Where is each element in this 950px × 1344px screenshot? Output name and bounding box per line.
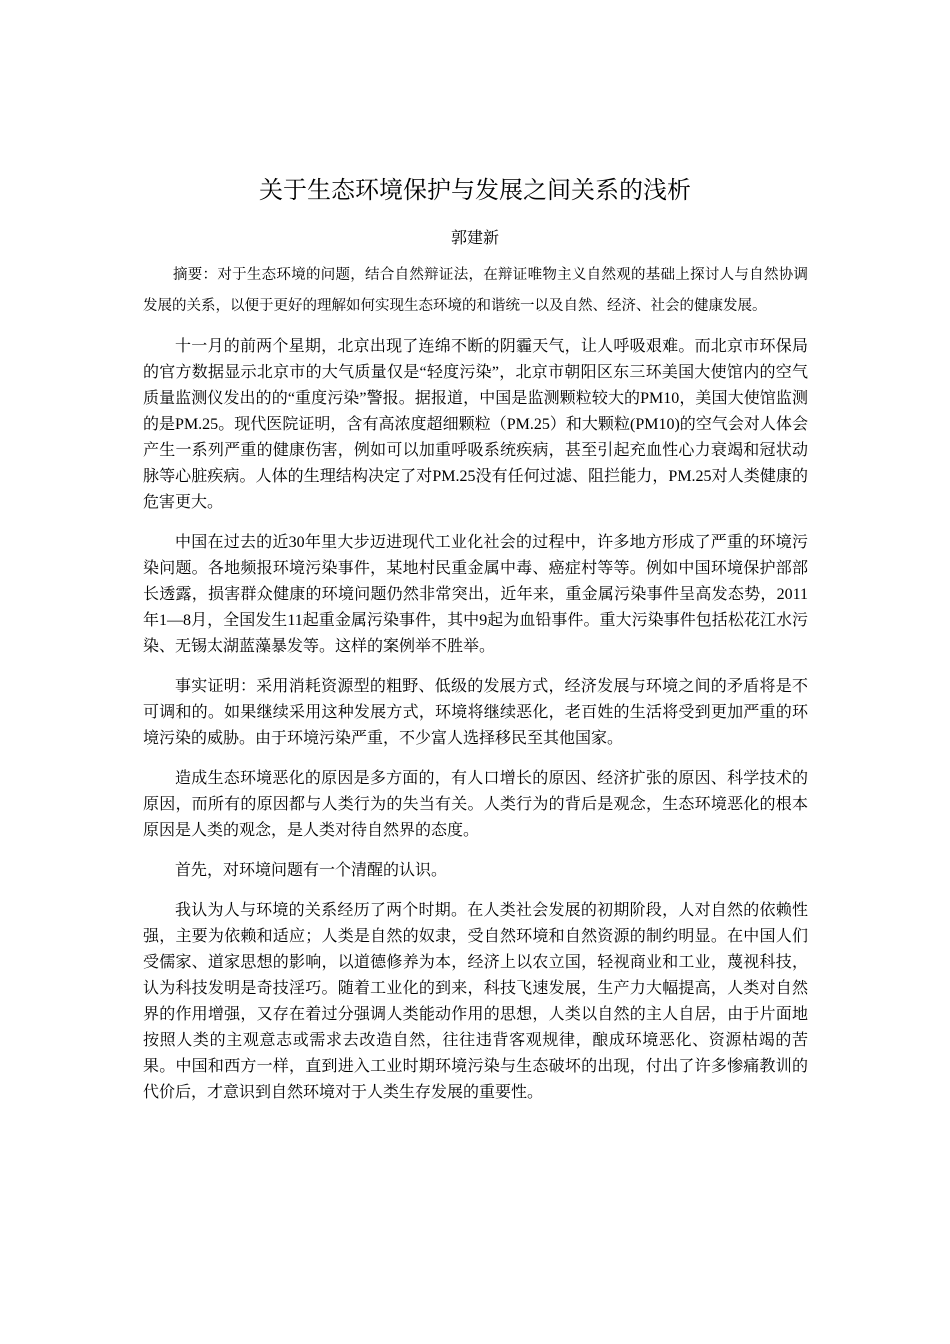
paragraph-5: 首先，对环境问题有一个清醒的认识。: [175, 862, 448, 879]
paragraph-6: 我认为人与环境的关系经历了两个时期。在人类社会发展的初期阶段，人对自然的依赖性强，主要为依赖和适应；人类是自然的奴隶，受自然环境和自然资源的制约明显。在中国人们受儒家、道家思想的影响，以道德修养为本，经济上以农立国，轻视商业和工业，蔑视科技，认为科技发明是奇技淫巧。随着工业化的到来，科技飞速发展，生产力大幅提高，人类对自然界的作用增强，又存在着过分强调人类能动作用的思想，人类以自然的主人自居，由于片面地按照人类的主观意志或需求去改造自然，往往违背客观规律，酿成环境恶化、资源枯竭的苦果。中国和西方一样，直到进入工业时期环境污染与生态破坏的出现，付出了许多惨痛教训的代价后，才意识到自然环境对于人类生存发展的重要性。: [143, 902, 808, 1101]
document-body: [143, 260, 808, 1120]
document-title: 关于生态环境保护与发展之间关系的浅析: [259, 178, 691, 204]
abstract: 摘要：对于生态环境的问题，结合自然辩证法，在辩证唯物主义自然观的基础上探讨人与自然协调发展的关系，以便于更好的理解如何实现生态环境的和谐统一以及自然、经济、社会的健康发展。: [143, 267, 808, 314]
paragraph-1: 十一月的前两个星期，北京出现了连绵不断的阴霾天气，让人呼吸艰难。而北京市环保局的官方数据显示北京市的大气质量仅是“轻度污染”，北京市朝阳区东三环美国大使馆内的空气质量监测仪发出的的“重度污染”警报。据报道，中国是监测颗粒较大的PM10，美国大使馆监测的是PM.25。现代医院证明，含有高浓度超细颗粒（PM.25）和大颗粒(PM10)的空气会对人体会产生一系列严重的健康伤害，例如可以加重呼吸系统疾病，甚至引起充血性心力衰竭和冠状动脉等心脏疾病。人体的生理结构决定了对PM.25没有任何过滤、阻拦能力，PM.25对人类健康的危害更大。: [143, 338, 808, 511]
author-name: 郭建新: [450, 230, 499, 247]
paragraph-4: 造成生态环境恶化的原因是多方面的，有人口增长的原因、经济扩张的原因、科学技术的原因，而所有的原因都与人类行为的失当有关。人类行为的背后是观念，生态环境恶化的根本原因是人类的观念，是人类对待自然界的态度。: [143, 770, 808, 839]
paragraph-2: 中国在过去的近30年里大步迈进现代工业化社会的过程中，许多地方形成了严重的环境污染问题。各地频报环境污染事件，某地村民重金属中毒、癌症村等等。例如中国环境保护部部长透露，损害群众健康的环境问题仍然非常突出，近年来，重金属污染事件呈高发态势，2011年1—8月，全国发生11起重金属污染事件，其中9起为血铅事件。重大污染事件包括松花江水污染、无锡太湖蓝藻暴发等。这样的案例举不胜举。: [143, 534, 808, 655]
paragraph-3: 事实证明：采用消耗资源型的粗野、低级的发展方式，经济发展与环境之间的矛盾将是不可调和的。如果继续采用这种发展方式，环境将继续恶化，老百姓的生活将受到更加严重的环境污染的威胁。由于环境污染严重，不少富人选择移民至其他国家。: [143, 678, 808, 747]
